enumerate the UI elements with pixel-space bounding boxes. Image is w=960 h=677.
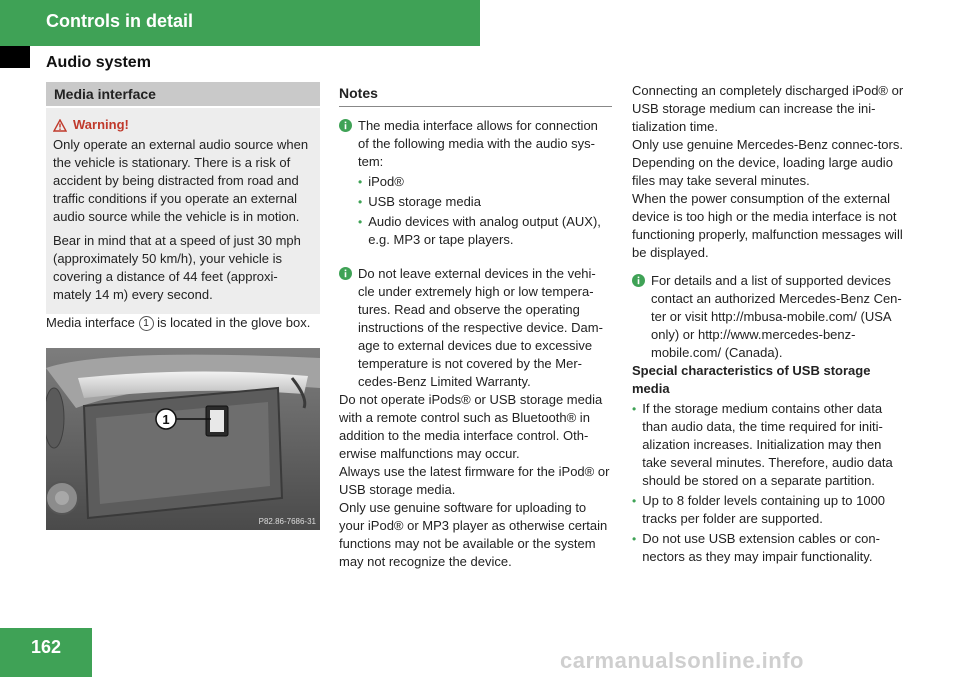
- usb-subheading: Special characteristics of USB storage media: [632, 363, 871, 396]
- section-title: Audio system: [46, 54, 151, 71]
- note-3-text: For details and a list of supported devices contact an authorized Mercedes-Benz Cen-ter or visit http://mbusa-mobile.com/ (USA only) or http://www.mercedes-benz-mobile.com/ (Canada).: [651, 273, 902, 360]
- paragraph-discharged: Connecting an completely discharged iPod® or USB storage medium can increase the ini-tialization time.: [632, 83, 904, 134]
- list-item: • iPod®: [358, 174, 404, 189]
- callout-1-icon: 1: [139, 316, 154, 331]
- warning-text-1: Only operate an external audio source when the vehicle is stationary. There is a risk of accident by being distracted from road and traffic conditions if you operate an external audio source while the vehicle is in motion.: [53, 137, 309, 224]
- section-marker: [0, 46, 30, 68]
- paragraph-loading: Depending on the device, loading large audio files may take several minutes.: [632, 155, 893, 188]
- warning-box: [46, 108, 320, 314]
- media-list: [358, 173, 612, 249]
- glove-box-photo: [46, 348, 320, 530]
- list-item: • Up to 8 folder levels containing up to 1000 tracks per folder are supported.: [632, 493, 886, 526]
- usb-list: [632, 400, 908, 566]
- warning-text-2: Bear in mind that at a speed of just 30 mph (approximately 50 km/h), your vehicle is covering a distance of 44 feet (approxi-mately 14 m) every second.: [53, 233, 301, 302]
- info-icon: [339, 119, 352, 132]
- paragraph-power: When the power consumption of the external device is too high or the media interface is not functioning properly, malfunction messages will be displayed.: [632, 191, 903, 260]
- list-item: • Audio devices with analog output (AUX), e.g. MP3 or tape players.: [358, 214, 601, 247]
- photo-code: P82.86-7686-31: [258, 517, 316, 526]
- photo-callout-1: 1: [162, 412, 170, 427]
- note-1-text: The media interface allows for connection of the following media with the audio sys-tem:: [358, 118, 598, 169]
- bullet-icon: •: [632, 532, 637, 546]
- column-usb: [632, 82, 908, 566]
- warning-title: Warning!: [73, 117, 129, 132]
- list-item: • If the storage medium contains other data than audio data, the time required for initi-alization increases. Initialization may then take several minutes. Therefore, audio data should be stored on a separate partition.: [632, 401, 893, 488]
- media-interface-heading: Media interface: [46, 82, 320, 106]
- note-2-text: Do not leave external devices in the vehi-cle under extremely high or low tempera-tures. Read and observe the operating instructions of the respective device. Dam-age to external devices due to excessive temperature is not covered by the Mer-cedes-Benz Limited Warranty.: [358, 266, 603, 389]
- bullet-icon: •: [358, 175, 363, 189]
- info-note-2: [339, 265, 612, 391]
- info-note-1: [339, 117, 612, 249]
- watermark: carmanualsonline.info: [560, 648, 804, 673]
- paragraph-software: Only use genuine software for uploading to your iPod® or MP3 player as otherwise certain functions may not be available or the system may not recognize the device.: [339, 500, 608, 569]
- bullet-icon: •: [632, 402, 637, 416]
- notes-heading: Notes: [339, 84, 612, 107]
- page-number: 162: [30, 637, 62, 657]
- column-notes: [339, 82, 612, 571]
- column-media-interface: [46, 82, 320, 530]
- bullet-icon: •: [358, 195, 363, 209]
- warning-triangle-icon: [53, 119, 67, 132]
- paragraph-remote-control: Do not operate iPods® or USB storage media with a remote control such as Bluetooth® in addition to the media interface control. Oth-erwise malfunctions may occur.: [339, 392, 603, 461]
- bullet-icon: •: [358, 215, 363, 229]
- paragraph-firmware: Always use the latest firmware for the iPod® or USB storage media.: [339, 464, 610, 497]
- intro-text: Media interface 1 is located in the glove box.: [46, 315, 311, 330]
- info-note-3: [632, 272, 908, 362]
- list-item: • USB storage media: [358, 194, 481, 209]
- paragraph-connectors: Only use genuine Mercedes-Benz connec-tors.: [632, 137, 903, 152]
- bullet-icon: •: [632, 494, 637, 508]
- warning-title-row: [53, 116, 313, 134]
- list-item: • Do not use USB extension cables or con-nectors as they may impair functionality.: [632, 531, 880, 564]
- chapter-title: Controls in detail: [46, 11, 194, 31]
- info-icon: [632, 274, 645, 287]
- info-icon: [339, 267, 352, 280]
